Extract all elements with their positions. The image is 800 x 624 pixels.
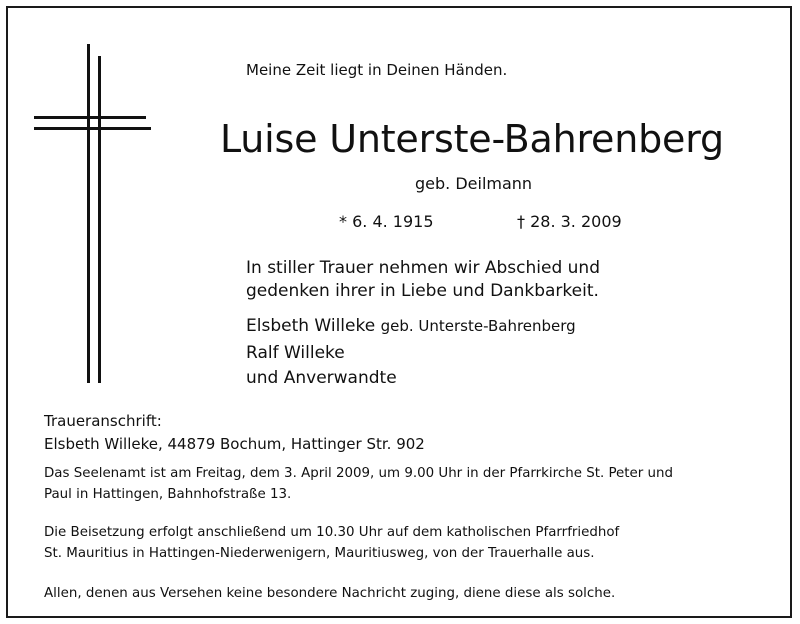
requiem-text-line: Paul in Hattingen, Bahnhofstraße 13. <box>44 487 292 502</box>
mourner-maiden-name: geb. Unterste-Bahrenberg <box>380 317 576 335</box>
mourner-elsbeth <box>246 318 576 335</box>
motto: Meine Zeit liegt in Deinen Händen. <box>246 61 508 79</box>
closing-text-line: Allen, denen aus Versehen keine besondere Nachricht zuging, diene diese als solche. <box>44 586 616 601</box>
address-label: Traueranschrift: <box>44 412 162 430</box>
grief-line: gedenken ihrer in Liebe und Dankbarkeit. <box>246 281 599 301</box>
cross-horizontal-bar-top <box>34 116 146 119</box>
mourner-ralf: Ralf Willeke <box>246 343 345 363</box>
maiden-name: geb. Deilmann <box>415 174 533 193</box>
mourner-relatives: und Anverwandte <box>246 368 397 388</box>
deceased-name: Luise Unterste-Bahrenberg <box>220 117 724 161</box>
cross-vertical-bar-right <box>98 56 101 383</box>
mourner-name: Elsbeth Willeke <box>246 316 376 336</box>
grief-line: In stiller Trauer nehmen wir Abschied und <box>246 258 600 278</box>
cross-vertical-bar-left <box>87 44 90 383</box>
cross-horizontal-bar-bottom <box>34 127 151 130</box>
mourning-address: Elsbeth Willeke, 44879 Bochum, Hattinger Str. 902 <box>44 435 425 453</box>
death-date: † 28. 3. 2009 <box>517 212 622 231</box>
burial-text-line: St. Mauritius in Hattingen-Niederwenigern, Mauritiusweg, von der Trauerhalle aus. <box>44 546 595 561</box>
birth-date: * 6. 4. 1915 <box>339 212 434 231</box>
burial-text-line: Die Beisetzung erfolgt anschließend um 10.30 Uhr auf dem katholischen Pfarrfriedhof <box>44 525 620 540</box>
requiem-text-line: Das Seelenamt ist am Freitag, dem 3. April 2009, um 9.00 Uhr in der Pfarrkirche St. Peter und <box>44 466 674 481</box>
